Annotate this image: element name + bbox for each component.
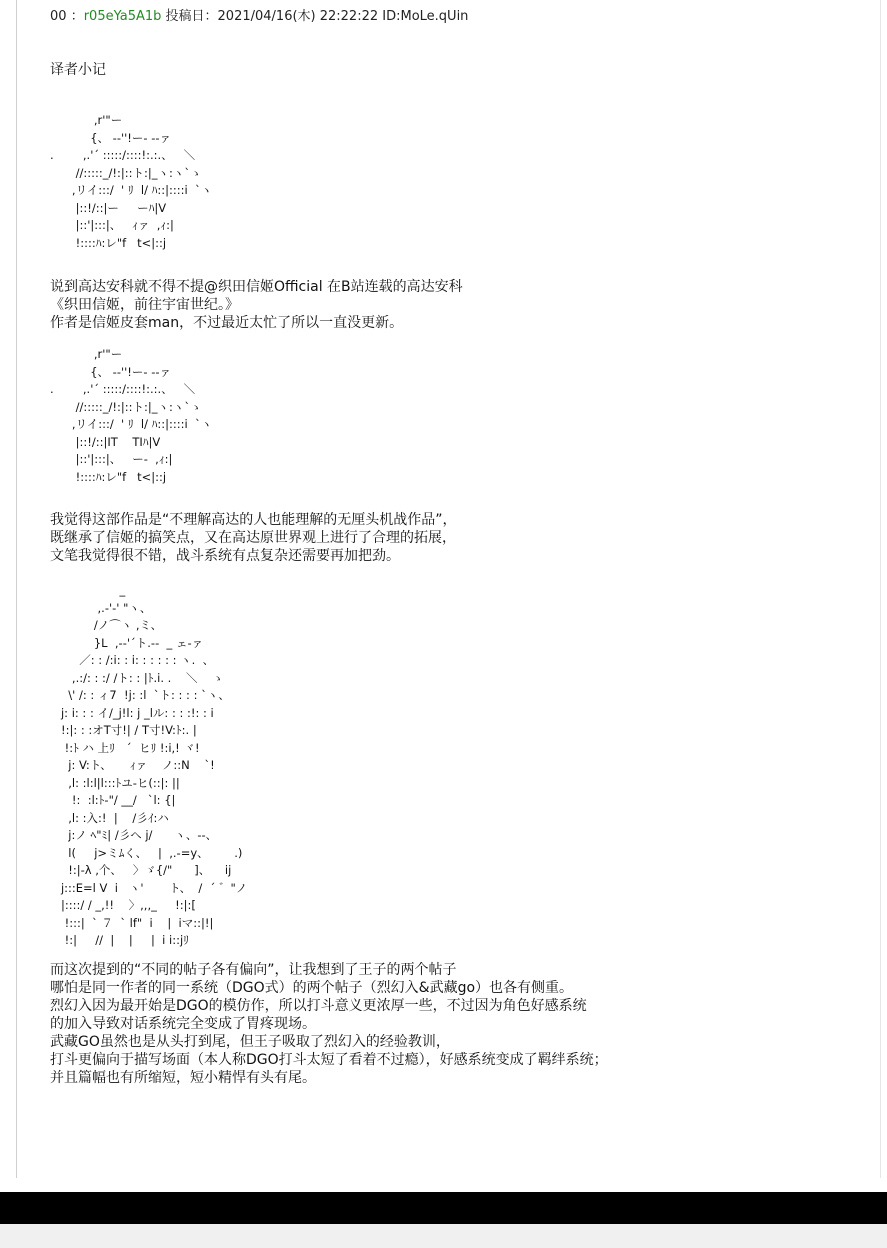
paragraph-3 [50, 961, 608, 1087]
paragraph-1-line: 说到高达安科就不得不提@织田信姬Official 在B站连载的高达安科 [50, 279, 463, 295]
paragraph-1-line: 《织田信姬，前往宇宙世纪。》 [50, 297, 239, 313]
post-header [50, 8, 468, 26]
paragraph-3-line: 烈幻入因为最开始是DGO的模仿作，所以打斗意义更浓厚一些，不过因为角色好感系统 [50, 998, 587, 1014]
paragraph-3-line: 而这次提到的“不同的帖子各有偏向”，让我想到了王子的两个帖子 [50, 962, 457, 978]
left-divider [16, 0, 17, 1178]
paragraph-3-line: 并且篇幅也有所缩短，短小精悍有头有尾。 [50, 1070, 316, 1086]
poster-trip: r05eYa5A1b [83, 9, 162, 24]
post-meta: 投稿日：2021/04/16(木) 22:22:22 ID:MoLe.qUin [161, 9, 469, 24]
post-number[interactable]: 00 [50, 9, 67, 24]
paragraph-2 [50, 511, 457, 565]
paragraph-3-line: 武藏GO虽然也是从头打到尾，但王子吸取了烈幻入的经验教训， [50, 1034, 450, 1050]
paragraph-2-line: 文笔我觉得很不错，战斗系统有点复杂还需要再加把劲。 [50, 548, 400, 564]
paragraph-1 [50, 278, 463, 332]
ascii-art-2: ,r'"ー {、 -‐''!ー- -‐ァ . ,.'´ :::::/::::!:.:.、 ＼ //:::::_/!:|::ト:|_ヽ:ヽ`ゝ ,リイ:::/ ' ﾘ l/ ﾊ::|::::i `ヽ |::!/::|ΙT TΙﾊ|V |::'|:::|、 ー- ,ｨ:| !::::ﾊ:レ"f t<|::j [50, 347, 213, 484]
paragraph-2-line: 我觉得这部作品是“不理解高达的人也能理解的无厘头机战作品”， [50, 512, 457, 528]
bottom-black-bar [0, 1192, 887, 1224]
paragraph-1-line: 作者是信姬皮套man，不过最近太忙了所以一直没更新。 [50, 315, 404, 331]
ascii-art-3: _ ,.-'‐' "ヽ、 /ノ⌒ヽ ,ミ、 }L ,-‐'´ト.‐- _ ェ-ァ ／: : /:i: : i: : : : : : ヽ. 、 ,.:/: : :/ /ト: : |ﾄ.i. . ＼ ゝ \' /: : ィ7 !j: :l `ト: : : : `ヽ、 j: i: : : イ/_j!l: j _lル: : : :!: : i !:|: : :オT寸!| / T寸!V:ﾄ:. | !:ﾄ ハ 上ﾘ ´ ヒﾘ !:i,! ヾ! j: V:ト、 ｨァ ノ::N `! ,l: :l:l|l:::ﾄユ-ヒ(::|: || !: :l:ﾄ‐"/ __/ `l: {| ,l: :入:! | /彡ｲ:ハ j:ノ ﾍ"ﾐ| /彡へ j/ ヽ、-‐、 l( j>ミﾑく、 | ,.-=y、 .) !:|‐λ ,个、 〉ゞ{/" ]、 ij j:::E=l V i ヽ' ト、 / ´ ゛"ノ |::::/ / _,!! 〉,,,_ !:|:[ !:::| ` ７ ` lf" i | iマ::|!| !:| // | | | i i::jﾘ [60, 583, 248, 947]
post-number-separator: ： [70, 9, 84, 24]
ascii-art-1: ,r'"ー {、 -‐''!ー- -‐ァ . ,.'´ :::::/::::!:.:.、 ＼ //:::::_/!:|::ト:|_ヽ:ヽ`ゝ ,リイ:::/ ' ﾘ l/ ﾊ::|::::i `ヽ |::!/::|ー ーﾊ|V |::'|:::|、 ｨァ ,ｨ:| !::::ﾊ:レ"f t<|::j [50, 113, 213, 250]
paragraph-2-line: 既继承了信姬的搞笑点，又在高达原世界观上进行了合理的拓展， [50, 530, 456, 546]
paragraph-3-line: 的加入导致对话系统完全变成了胃疼现场。 [50, 1016, 316, 1032]
bottom-gray-strip [0, 1224, 887, 1248]
right-divider [880, 0, 881, 1178]
post-title: 译者小记 [50, 62, 106, 78]
paragraph-3-line: 哪怕是同一作者的同一系统（DGO式）的两个帖子（烈幻入&武藏go）也各有侧重。 [50, 980, 574, 996]
paragraph-3-line: 打斗更偏向于描写场面（本人称DGO打斗太短了看着不过瘾），好感系统变成了羁绊系统； [50, 1052, 608, 1068]
